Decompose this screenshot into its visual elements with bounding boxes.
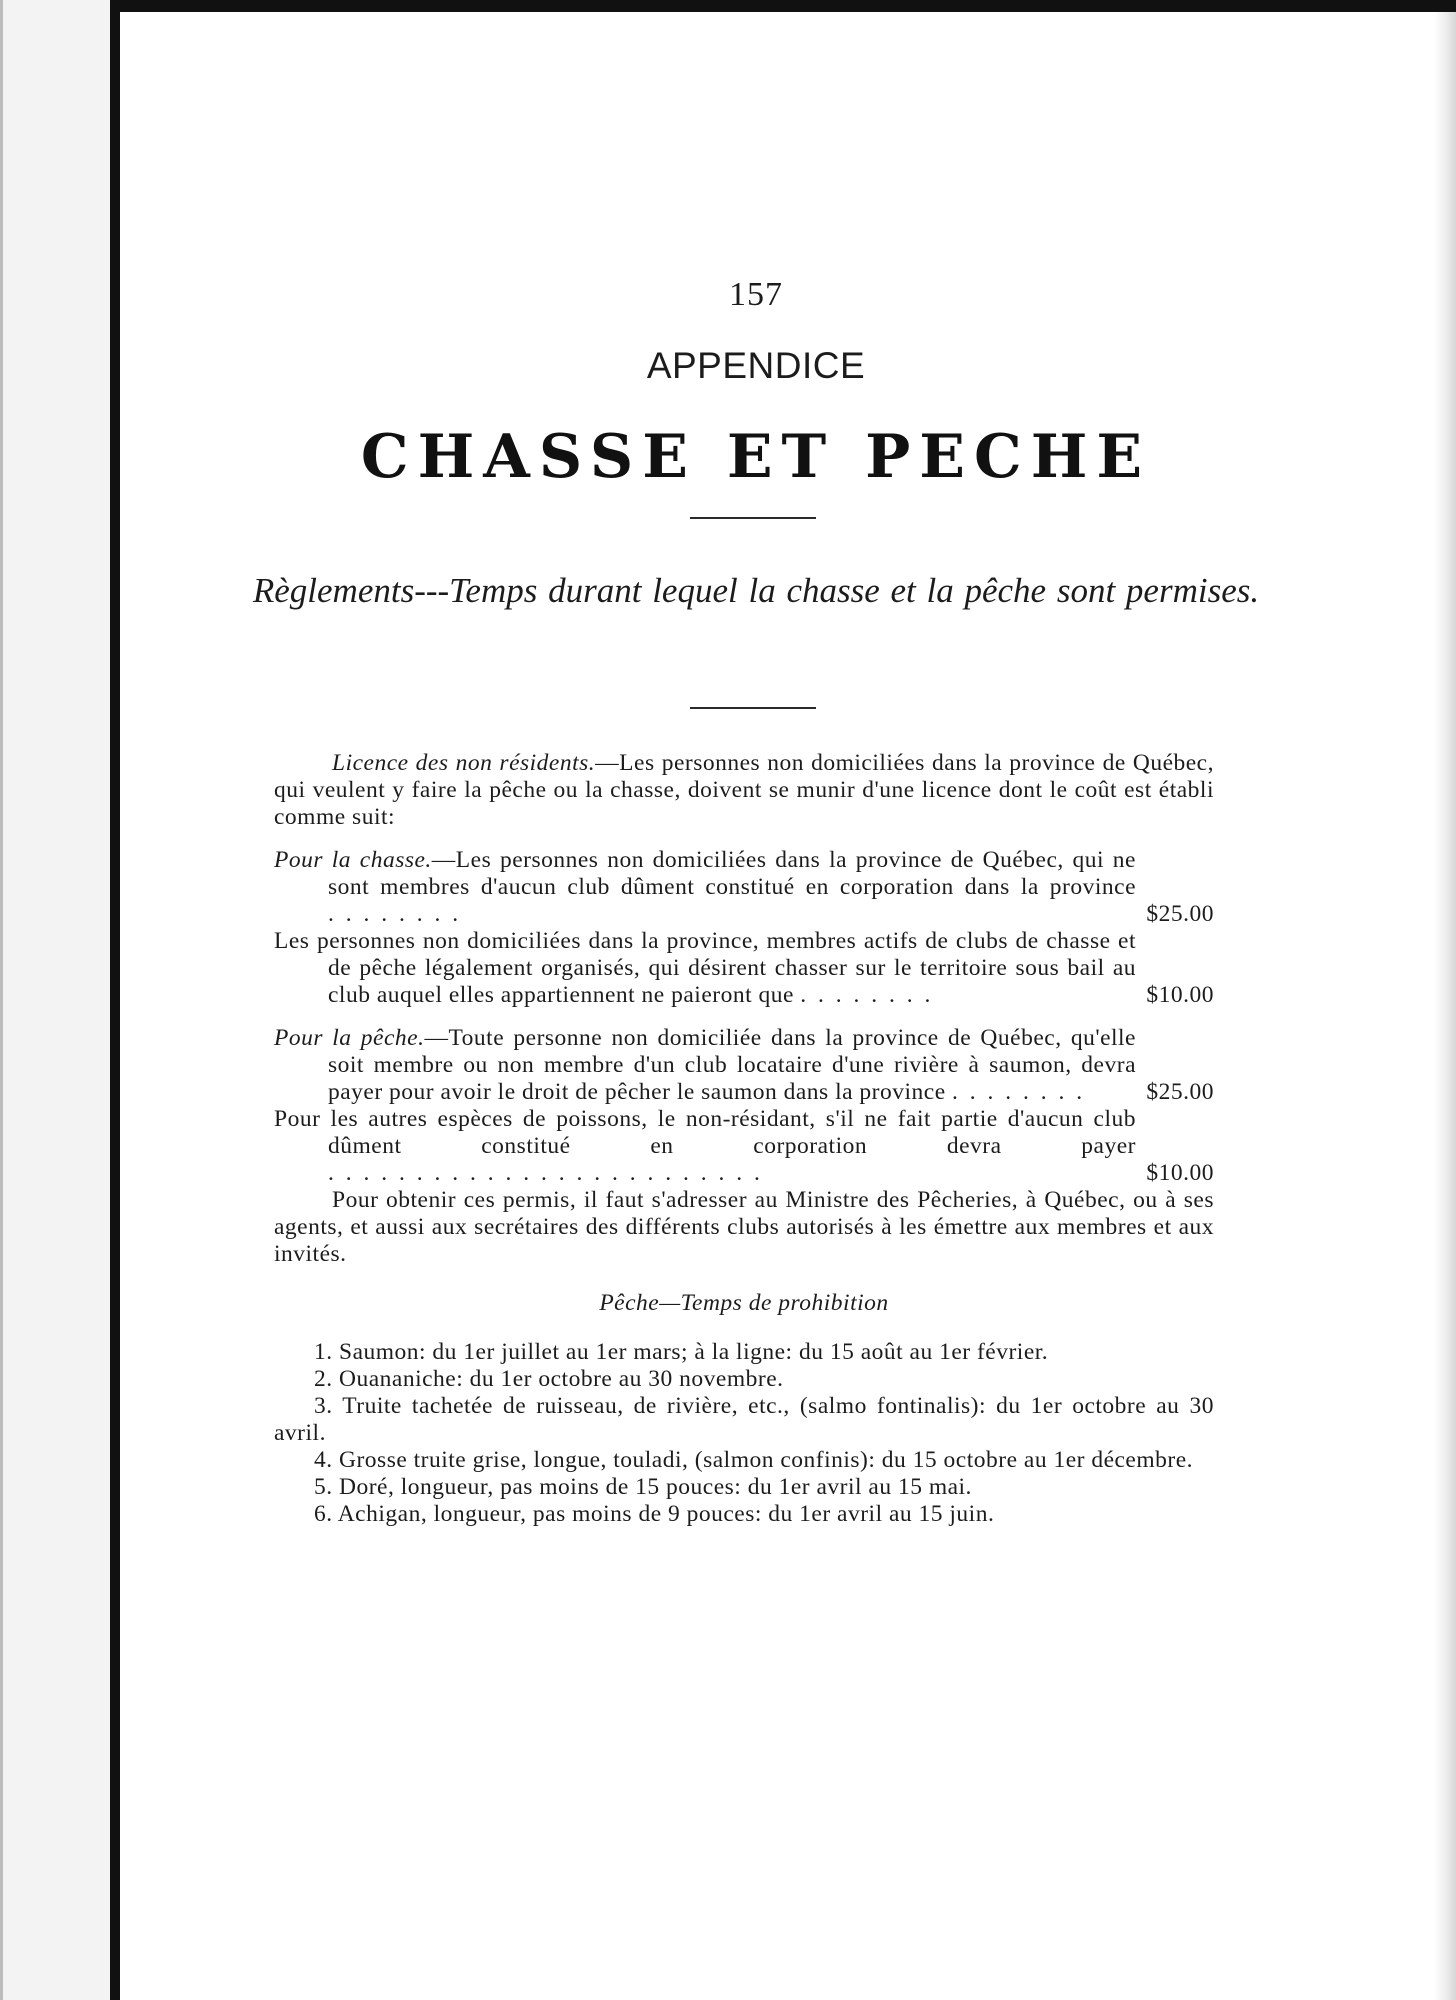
hunting-entry-2	[274, 928, 1214, 1009]
prohibition-heading: Pêche—Temps de prohibition	[599, 1290, 889, 1316]
list-item: 2. Ouananiche: du 1er octobre au 30 novembre.	[314, 1366, 784, 1392]
dot-leaders: . . . . . . . .	[800, 982, 934, 1008]
fishing-entry-2	[274, 1106, 1214, 1187]
fishing-fee-1: $25.00	[1146, 1079, 1214, 1105]
page-number: 157	[729, 276, 783, 313]
subtitle: Règlements---Temps durant lequel la chasse et la pêche sont permises.	[252, 571, 1260, 610]
prohibition-list	[274, 1339, 1214, 1528]
hunting-entry-2-text: Les personnes non domiciliées dans la province, membres actifs de clubs de chasse et de pêche légalement organisés, qui désirent chasser sur le territoire sous bail au club auquel elles appartiennent ne paieront que	[274, 928, 1136, 1008]
list-item: 1. Saumon: du 1er juillet au 1er mars; à la ligne: du 15 août au 1er février.	[314, 1339, 1049, 1365]
subtitle-divider	[690, 707, 816, 709]
licence-label: Licence des non résidents.	[332, 750, 596, 776]
licence-text: —Les personnes non domiciliées dans la province de Québec, qui veulent y faire la pêche ou la chasse, doivent se munir d'une licence dont le coût est établi comme suit:	[274, 750, 1214, 830]
hunting-fee-1: $25.00	[1146, 901, 1214, 927]
body-text	[274, 750, 1214, 1528]
list-item: 6. Achigan, longueur, pas moins de 9 pouces: du 1er avril au 15 juin.	[314, 1501, 995, 1527]
list-item: 5. Doré, longueur, pas moins de 15 pouces: du 1er avril au 15 mai.	[314, 1474, 972, 1500]
spacer	[274, 831, 1214, 847]
fishing-entry-1-text: —Toute personne non domiciliée dans la province de Québec, qu'elle soit membre ou non membre d'un club locataire d'une rivière à saumon, devra payer pour avoir le droit de pêcher le saumon dans la province	[328, 1025, 1136, 1105]
hunting-fee-2: $10.00	[1146, 982, 1214, 1008]
fishing-entry-1	[274, 1025, 1214, 1106]
licence-paragraph	[274, 750, 1214, 831]
fishing-fee-2: $10.00	[1146, 1160, 1214, 1186]
fishing-label: Pour la pêche.	[274, 1025, 425, 1051]
dot-leaders: . . . . . . . .	[952, 1079, 1086, 1105]
fishing-entry-2-text: Pour les autres espèces de poissons, le non-résidant, s'il ne fait partie d'aucun club dûment constitué en corporation devra payer	[274, 1106, 1136, 1159]
hunting-entry-1-text: —Les personnes non domiciliées dans la province de Québec, qui ne sont membres d'aucun club dûment constitué en corporation dans la province	[328, 847, 1136, 900]
dot-leaders: . . . . . . . .	[328, 901, 462, 927]
spacer	[274, 1009, 1214, 1025]
page-title: CHASSE ET PECHE	[360, 422, 1152, 492]
appendix-heading: APPENDICE	[646, 345, 866, 386]
hunting-entry-1	[274, 847, 1214, 928]
list-item: 4. Grosse truite grise, longue, touladi, (salmon confinis): du 15 octobre au 1er décembre.	[314, 1447, 1194, 1473]
list-item: 3. Truite tachetée de ruisseau, de rivière, etc., (salmo fontinalis): du 1er octobre au 30 avril.	[274, 1393, 1214, 1446]
title-divider	[690, 517, 816, 519]
hunting-label: Pour la chasse.	[274, 847, 432, 873]
permits-paragraph: Pour obtenir ces permis, il faut s'adresser au Ministre des Pêcheries, à Québec, ou à ses agents, et aussi aux secrétaires des différents clubs autorisés à les émettre aux membres et aux invités.	[274, 1187, 1214, 1267]
dot-leaders: . . . . . . . . . . . . . . . . . . . . . . . . .	[328, 1160, 763, 1186]
